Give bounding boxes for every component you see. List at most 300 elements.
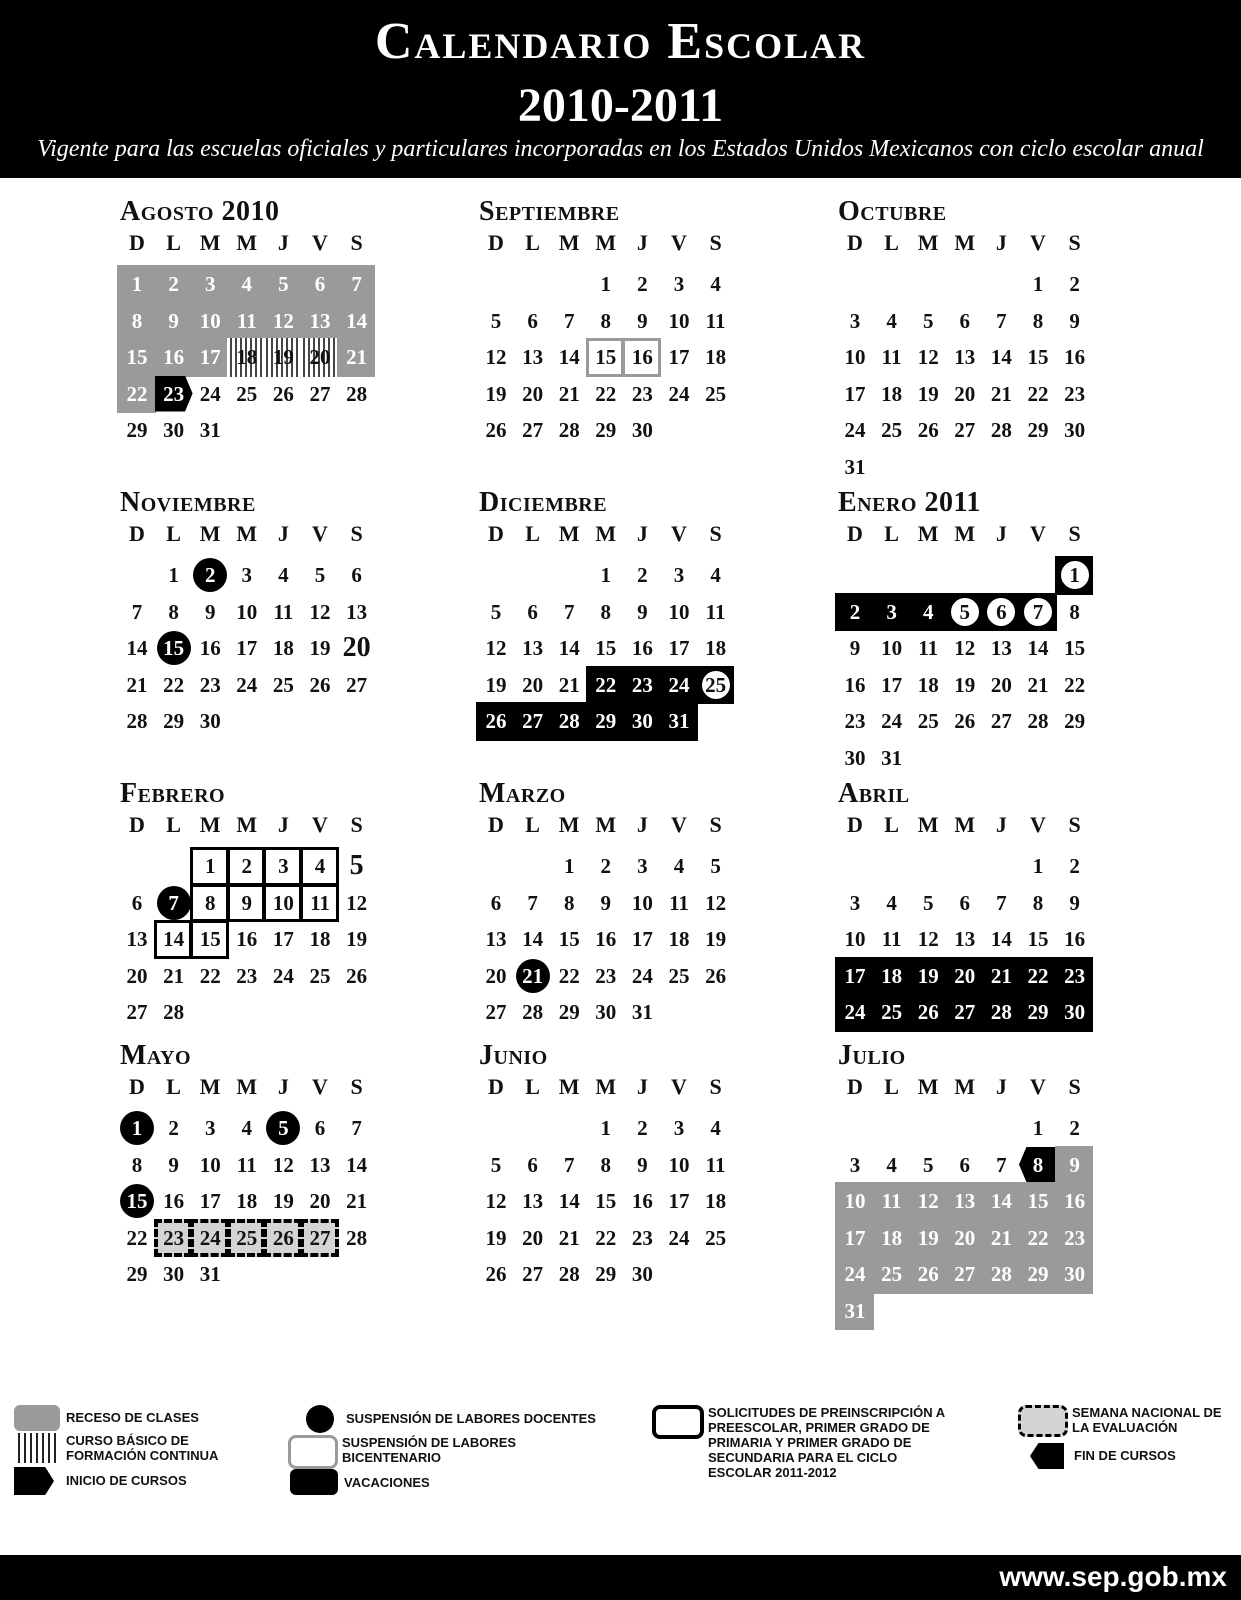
day-cell: 30 (199, 709, 221, 733)
day-cell: 24 (881, 709, 903, 733)
day-cell: 13 (522, 636, 544, 660)
header (0, 0, 1241, 178)
outline-swatch (288, 1435, 338, 1469)
day-cell: 15 (163, 636, 185, 660)
day-cell: 13 (309, 1152, 331, 1177)
day-cell: 20 (522, 1225, 544, 1250)
weekday-label: L (525, 1074, 540, 1099)
weekday-label: D (129, 521, 145, 546)
weekday-label: L (166, 230, 181, 255)
day-cell: 5 (278, 272, 289, 296)
day-cell: 14 (558, 1189, 580, 1213)
day-cell: 12 (485, 345, 507, 369)
day-cell: 6 (527, 1152, 538, 1177)
day-cell: 14 (990, 927, 1012, 951)
day-cell: 15 (1027, 1189, 1049, 1213)
day-cell: 14 (522, 927, 544, 951)
day-cell: 11 (236, 1152, 257, 1177)
weekday-label: S (709, 1074, 722, 1099)
day-cell: 22 (595, 672, 617, 697)
day-cell: 16 (199, 636, 221, 660)
day-cell: 21 (558, 381, 580, 406)
day-cell: 12 (917, 1189, 939, 1213)
weekday-label: L (884, 1074, 899, 1099)
day-cell: 11 (918, 636, 939, 660)
day-cell: 1 (563, 854, 575, 878)
day-cell: 13 (485, 927, 507, 951)
day-cell: 30 (631, 1262, 653, 1286)
day-cell: 11 (881, 1189, 902, 1213)
day-cell: 19 (485, 1225, 507, 1250)
website-link[interactable]: www.sep.gob.mx (999, 1561, 1227, 1592)
day-cell: 16 (163, 345, 185, 369)
month-title: Mayo (120, 1040, 192, 1071)
day-cell: 31 (199, 1262, 221, 1286)
legend-label: RECESO DE CLASES (66, 1410, 199, 1425)
weekday-label: M (199, 521, 221, 546)
arrow-right-icon (14, 1467, 54, 1495)
day-cell: 27 (954, 1262, 976, 1286)
stripes-swatch (14, 1433, 60, 1463)
month-septiembre (477, 196, 777, 486)
day-cell: 23 (631, 1225, 653, 1250)
day-cell: 12 (346, 890, 368, 915)
day-cell: 8 (1032, 308, 1044, 333)
day-cell: 8 (600, 599, 612, 624)
day-cell: 20 (954, 963, 976, 988)
legend-suspension-bicentenario (288, 1435, 517, 1469)
day-cell: 10 (844, 1189, 866, 1213)
weekday-label: D (847, 230, 863, 255)
weekday-label: J (277, 1074, 289, 1099)
day-cell: 13 (954, 927, 976, 951)
day-cell: 1 (168, 563, 179, 587)
weekday-label: M (954, 521, 976, 546)
day-cell: 25 (668, 963, 690, 988)
weekday-label: V (671, 812, 687, 837)
day-cell: 15 (126, 1189, 148, 1213)
weekday-label: M (595, 521, 617, 546)
weekday-label: L (884, 230, 899, 255)
day-cell: 12 (309, 599, 331, 624)
day-cell: 2 (637, 1116, 648, 1140)
day-cell: 1 (204, 854, 216, 878)
legend-inicio (14, 1467, 187, 1495)
weekday-header (477, 812, 777, 842)
day-cell: 24 (236, 672, 258, 697)
day-cell: 7 (527, 890, 538, 915)
day-cell: 14 (1027, 636, 1049, 660)
day-cell: 3 (278, 854, 289, 878)
day-cell: 26 (272, 1225, 294, 1250)
day-cell: 5 (710, 854, 721, 878)
day-cell: 20 (522, 672, 544, 697)
day-cell: 29 (1027, 418, 1049, 442)
day-cell: 18 (705, 636, 727, 660)
day-cell: 3 (849, 890, 861, 915)
day-cell: 29 (558, 1000, 580, 1024)
day-cell: 17 (272, 927, 294, 951)
day-cell: 31 (881, 745, 903, 770)
day-cell: 14 (346, 1152, 368, 1177)
month-julio (836, 1040, 1136, 1330)
day-cell: 13 (954, 345, 976, 369)
weekday-label: D (847, 812, 863, 837)
day-cell: 9 (637, 599, 648, 624)
weekday-label: M (954, 812, 976, 837)
day-cell: 21 (522, 963, 544, 988)
day-cell: 20 (309, 345, 331, 369)
day-cell: 2 (1069, 272, 1080, 296)
day-cell: 10 (199, 308, 221, 333)
day-cell: 15 (1064, 636, 1086, 660)
day-cell: 24 (272, 963, 294, 988)
day-cell: 29 (126, 1262, 148, 1286)
day-cell: 21 (990, 381, 1012, 406)
day-cell: 22 (1027, 1225, 1049, 1250)
day-cell: 26 (485, 418, 507, 442)
month-title: Marzo (479, 778, 566, 809)
day-cell: 31 (668, 709, 690, 733)
day-cell: 18 (236, 1189, 258, 1213)
weekday-label: J (636, 230, 648, 255)
day-cell: 18 (272, 636, 294, 660)
weekday-header (836, 812, 1136, 842)
day-grid (477, 557, 777, 787)
weekday-label: V (312, 1074, 328, 1099)
day-cell: 16 (844, 672, 866, 697)
weekday-label: D (847, 1074, 863, 1099)
day-cell: 7 (996, 890, 1007, 915)
day-cell: 13 (954, 1189, 976, 1213)
legend-suspension-docentes (298, 1405, 596, 1433)
month-title: Agosto 2010 (120, 196, 280, 227)
day-cell: 9 (1069, 890, 1080, 915)
day-cell: 14 (990, 345, 1012, 369)
day-cell: 7 (563, 1152, 575, 1177)
arrow-left-icon (1030, 1443, 1064, 1469)
weekday-label: S (1068, 230, 1081, 255)
day-cell: 8 (131, 308, 143, 333)
day-cell: 29 (595, 709, 617, 733)
day-cell: 28 (990, 418, 1012, 442)
day-cell: 29 (595, 418, 617, 442)
day-cell: 28 (558, 709, 580, 733)
day-cell: 26 (346, 963, 368, 988)
day-cell: 29 (1027, 1000, 1049, 1024)
weekday-label: V (671, 230, 687, 255)
day-cell: 21 (558, 672, 580, 697)
day-cell: 18 (881, 963, 903, 988)
day-cell: 30 (1064, 418, 1086, 442)
day-cell: 17 (668, 1189, 690, 1213)
day-cell: 6 (314, 272, 326, 296)
day-cell: 11 (705, 1152, 726, 1177)
day-cell: 24 (668, 1225, 690, 1250)
day-cell: 5 (922, 1152, 934, 1177)
day-cell: 1 (131, 1116, 143, 1140)
day-cell: 9 (849, 636, 861, 660)
legend-label: SUSPENSIÓN DE LABORES BICENTENARIO (342, 1435, 517, 1465)
weekday-header (836, 1074, 1136, 1104)
day-cell: 26 (954, 709, 976, 733)
day-cell: 21 (346, 345, 368, 369)
month-diciembre (477, 487, 777, 777)
day-cell: 27 (522, 418, 544, 442)
weekday-label: S (1068, 812, 1081, 837)
day-cell: 19 (917, 381, 939, 406)
day-cell: 20 (309, 1189, 331, 1213)
weekday-label: M (199, 230, 221, 255)
legend-solicitudes (652, 1405, 958, 1480)
day-cell: 30 (1064, 1262, 1086, 1286)
day-cell: 12 (485, 1189, 507, 1213)
weekday-label: J (636, 812, 648, 837)
legend-label: INICIO DE CURSOS (66, 1473, 187, 1488)
day-cell: 15 (595, 1189, 617, 1213)
day-cell: 26 (917, 418, 939, 442)
day-cell: 6 (131, 890, 143, 915)
month-title: Julio (838, 1040, 906, 1071)
weekday-label: L (166, 1074, 181, 1099)
day-cell: 23 (631, 672, 653, 697)
day-cell: 21 (346, 1189, 368, 1213)
weekday-label: S (1068, 1074, 1081, 1099)
weekday-label: D (488, 230, 504, 255)
day-cell: 4 (710, 272, 721, 296)
day-cell: 5 (959, 599, 971, 624)
day-cell: 31 (631, 1000, 653, 1024)
day-cell: 5 (314, 563, 326, 587)
day-cell: 16 (163, 1189, 185, 1213)
weekday-label: S (350, 230, 363, 255)
day-cell: 10 (236, 599, 258, 624)
day-cell: 8 (563, 890, 575, 915)
month-octubre (836, 196, 1136, 486)
legend-curso (14, 1433, 226, 1463)
month-title: Abril (838, 778, 910, 809)
day-cell: 17 (631, 927, 653, 951)
day-cell: 13 (346, 599, 368, 624)
day-cell: 20 (342, 632, 371, 663)
day-cell: 26 (917, 1262, 939, 1286)
day-grid (118, 266, 418, 496)
weekday-label: L (166, 812, 181, 837)
day-cell: 27 (485, 1000, 507, 1024)
weekday-label: M (558, 812, 580, 837)
day-cell: 20 (485, 963, 507, 988)
day-cell: 16 (1064, 927, 1086, 951)
month-junio (477, 1040, 777, 1330)
day-cell: 10 (668, 599, 690, 624)
day-cell: 19 (917, 963, 939, 988)
day-cell: 28 (1027, 709, 1049, 733)
day-cell: 2 (1069, 1116, 1080, 1140)
day-cell: 1 (600, 563, 612, 587)
day-cell: 27 (346, 672, 368, 697)
month-title: Octubre (838, 196, 947, 227)
weekday-label: J (995, 230, 1007, 255)
day-cell: 7 (563, 308, 575, 333)
day-cell: 14 (163, 927, 185, 951)
day-cell: 11 (273, 599, 294, 624)
day-cell: 15 (558, 927, 580, 951)
weekday-label: J (995, 521, 1007, 546)
weekday-header (118, 521, 418, 551)
day-cell: 19 (309, 636, 331, 660)
day-cell: 17 (844, 381, 866, 406)
weekday-label: D (488, 1074, 504, 1099)
day-cell: 8 (1032, 890, 1044, 915)
day-cell: 6 (959, 308, 971, 333)
weekday-header (118, 230, 418, 260)
day-cell: 4 (278, 563, 289, 587)
subtitle: Vigente para las escuelas oficiales y particulares incorporadas en los Estados Unidos Mexicanos con ciclo escolar anual (37, 136, 1204, 162)
legend-vacaciones (290, 1469, 430, 1495)
weekday-header (477, 1074, 777, 1104)
day-cell: 24 (199, 381, 221, 406)
day-cell: 18 (881, 1225, 903, 1250)
weekday-label: M (917, 1074, 939, 1099)
day-cell: 10 (844, 927, 866, 951)
day-cell: 10 (272, 890, 294, 915)
day-cell: 4 (710, 1116, 721, 1140)
weekday-label: V (312, 521, 328, 546)
day-cell: 14 (126, 636, 148, 660)
day-cell: 21 (990, 963, 1012, 988)
legend-label: FIN DE CURSOS (1074, 1448, 1176, 1463)
day-cell: 27 (954, 418, 976, 442)
month-marzo (477, 778, 777, 1068)
day-cell: 18 (705, 1189, 727, 1213)
day-cell: 14 (346, 308, 368, 333)
day-cell: 10 (199, 1152, 221, 1177)
thick-outline-swatch (652, 1405, 704, 1439)
day-cell: 14 (558, 636, 580, 660)
weekday-label: M (558, 230, 580, 255)
day-cell: 17 (199, 1189, 221, 1213)
day-cell: 6 (314, 1116, 326, 1140)
day-cell: 18 (881, 381, 903, 406)
day-cell: 7 (1032, 599, 1044, 624)
day-cell: 6 (527, 599, 538, 624)
day-cell: 17 (668, 345, 690, 369)
weekday-label: M (558, 521, 580, 546)
weekday-label: S (350, 521, 363, 546)
day-cell: 16 (1064, 345, 1086, 369)
day-cell: 9 (637, 1152, 648, 1177)
day-cell: 22 (199, 963, 221, 988)
day-cell: 21 (558, 1225, 580, 1250)
weekday-label: V (1030, 812, 1046, 837)
legend-label: SUSPENSIÓN DE LABORES DOCENTES (346, 1411, 596, 1426)
day-cell: 23 (631, 381, 653, 406)
day-cell: 27 (954, 1000, 976, 1024)
day-cell: 11 (236, 308, 257, 333)
weekday-label: D (129, 1074, 145, 1099)
day-cell: 30 (844, 745, 866, 770)
day-cell: 13 (522, 1189, 544, 1213)
day-cell: 16 (236, 927, 258, 951)
day-cell: 2 (637, 272, 648, 296)
weekday-label: L (166, 521, 181, 546)
day-cell: 7 (996, 1152, 1007, 1177)
month-title: Diciembre (479, 487, 608, 518)
day-cell: 19 (485, 672, 507, 697)
day-cell: 7 (351, 1116, 362, 1140)
weekday-label: J (995, 1074, 1007, 1099)
day-grid (836, 266, 1136, 496)
day-cell: 16 (631, 636, 653, 660)
day-cell: 2 (241, 854, 253, 878)
day-cell: 8 (204, 890, 216, 915)
month-febrero (118, 778, 418, 1068)
day-cell: 22 (126, 381, 148, 406)
day-cell: 17 (236, 636, 258, 660)
day-cell: 23 (1064, 1225, 1086, 1250)
day-cell: 25 (705, 381, 727, 406)
day-cell: 26 (917, 1000, 939, 1024)
weekday-label: D (847, 521, 863, 546)
weekday-label: L (884, 521, 899, 546)
day-cell: 20 (522, 381, 544, 406)
day-cell: 23 (595, 963, 617, 988)
day-cell: 24 (668, 672, 690, 697)
month-title: Febrero (120, 778, 226, 809)
weekday-label: M (236, 1074, 258, 1099)
weekday-label: J (277, 230, 289, 255)
day-cell: 24 (199, 1225, 221, 1250)
month-noviembre (118, 487, 418, 777)
day-cell: 6 (959, 890, 971, 915)
weekday-label: M (917, 230, 939, 255)
day-cell: 24 (844, 1000, 866, 1024)
day-cell: 23 (1064, 381, 1086, 406)
day-cell: 23 (163, 381, 185, 406)
day-cell: 28 (990, 1262, 1012, 1286)
weekday-label: J (277, 812, 289, 837)
day-cell: 8 (1032, 1152, 1044, 1177)
day-cell: 9 (168, 1152, 179, 1177)
day-cell: 2 (1069, 854, 1080, 878)
day-cell: 15 (595, 636, 617, 660)
weekday-label: M (595, 812, 617, 837)
day-cell: 28 (990, 1000, 1012, 1024)
day-cell: 12 (485, 636, 507, 660)
day-cell: 17 (881, 672, 903, 697)
day-cell: 5 (490, 599, 502, 624)
day-cell: 8 (168, 599, 179, 624)
day-cell: 4 (886, 308, 897, 333)
day-cell: 2 (204, 563, 216, 587)
weekday-header (477, 230, 777, 260)
day-cell: 2 (849, 599, 861, 624)
day-cell: 8 (600, 308, 612, 333)
day-cell: 27 (126, 1000, 148, 1024)
day-cell: 3 (886, 599, 897, 624)
day-cell: 23 (163, 1225, 185, 1250)
day-grid (118, 1110, 418, 1340)
receso-swatch (14, 1405, 60, 1431)
day-cell: 4 (886, 1152, 897, 1177)
day-cell: 8 (600, 1152, 612, 1177)
day-cell: 25 (705, 672, 727, 697)
weekday-label: M (595, 230, 617, 255)
day-cell: 3 (204, 1116, 216, 1140)
legend-label: CURSO BÁSICO DE FORMACIÓN CONTINUA (66, 1433, 219, 1463)
day-cell: 30 (163, 1262, 185, 1286)
page-title: Calendario Escolar (374, 13, 867, 70)
